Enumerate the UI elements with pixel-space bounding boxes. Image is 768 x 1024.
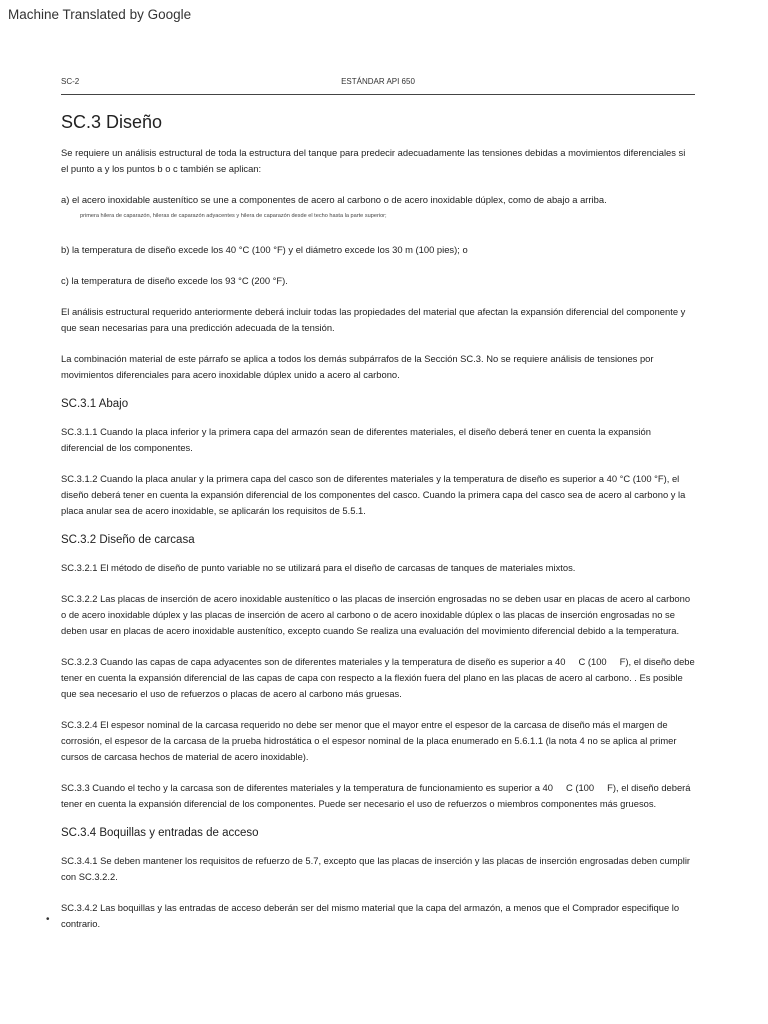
page-number: SC-2 (61, 77, 80, 86)
bullet-mark: • (46, 914, 50, 925)
subsection-heading-shell-design: SC.3.2 Diseño de carcasa (61, 534, 195, 546)
item-b: b) la temperatura de diseño excede los 40 °C (100 °F) y el diámetro excede los 30 m (100 pies); o (61, 244, 468, 255)
item-c: c) la temperatura de diseño excede los 93 °C (200 °F). (61, 275, 288, 286)
standard-name: ESTÁNDAR API 650 (341, 77, 415, 86)
subsection-heading-nozzles: SC.3.4 Boquillas y entradas de acceso (61, 827, 259, 839)
clause-sc-3-1-1: SC.3.1.1 Cuando la placa inferior y la primera capa del armazón sean de diferentes materiales, el diseño deberá tener en cuenta la expansión diferencial de los componentes. (61, 426, 651, 453)
clause-sc-3-2-1: SC.3.2.1 El método de diseño de punto variable no se utilizará para el diseño de carcasas de tanques de materiales mixtos. (61, 562, 576, 573)
clause-sc-3-4-2: SC.3.4.2 Las boquillas y las entradas de acceso deberán ser del mismo material que la capa del armazón, a menos que el Comprador especifique lo contrario. (61, 902, 680, 929)
clause-sc-3-2-4: SC.3.2.4 El espesor nominal de la carcasa requerido no debe ser menor que el mayor entre el espesor de la carcasa de diseño más el margen de corrosión, el espesor de la carcasa de la prueba hidrostática o el espesor nominal de la placa enumerado en 5.6.1.1 (la nota 4 no se aplica al primer cursos de carcasa hechos de material de acero inoxidable). (61, 719, 677, 762)
intro-paragraph: Se requiere un análisis estructural de toda la estructura del tanque para predecir adecuadamente las tensiones debidas a movimientos diferenciales si el punto a y los puntos b o c también se aplican: (61, 147, 686, 174)
analysis-paragraph: El análisis estructural requerido anteriormente deberá incluir todas las propiedades del material que afectan la expansión diferencial del componente y que sean necesarias para una predicción adecuada de la tensión. (61, 306, 686, 333)
clause-sc-3-1-2: SC.3.1.2 Cuando la placa anular y la primera capa del casco son de diferentes materiales y la temperatura de diseño es superior a 40 °C (100 °F), el diseño deberá tener en cuenta la expansión diferencial de los componentes del casco. Cuando la primera capa del casco sea de acero al carbono y la placa anular sea de acero inoxidable, se aplicarán los requisitos de 5.5.1. (61, 473, 686, 516)
clause-sc-3-4-1: SC.3.4.1 Se deben mantener los requisitos de refuerzo de 5.7, excepto que las placas de inserción y las placas de inserción engrosadas deben cumplir con SC.3.2.2. (61, 855, 691, 882)
subsection-heading-bottom: SC.3.1 Abajo (61, 398, 129, 410)
document-page (61, 60, 698, 947)
combination-paragraph: La combinación material de este párrafo se aplica a todos los demás subpárrafos de la Sección SC.3. No se requiere análisis de tensiones por movimientos diferenciales para acero inoxidable dúplex unido a acero al carbono. (61, 353, 654, 380)
clause-sc-3-2-3: SC.3.2.3 Cuando las capas de capa adyacentes son de diferentes materiales y la temperatura de diseño es superior a 40 C (100 F), el diseño debe tener en cuenta la expansión diferencial de las capas de capa con respecto a la flexión fuera del plano en las placas de acero al carbono. . Es posible que sea necesario el uso de refuerzos o placas de acero al carbono más gruesas. (61, 656, 698, 699)
clause-sc-3-2-2: SC.3.2.2 Las placas de inserción de acero inoxidable austenítico o las placas de inserción engrosadas no se deben usar en placas de acero al carbono o de acero inoxidable dúplex y las placas de inserción de acero al carbono o de acero inoxidable dúplex o las placas de inserción engrosadas no se deben usar en placas de acero inoxidable austenítico, excepto cuando Se realiza una evaluación del movimiento diferencial debido a la temperatura. (61, 593, 691, 636)
item-a: a) el acero inoxidable austenítico se une a componentes de acero al carbono o de acero inoxidable dúplex, como de abajo a arriba. (61, 194, 607, 205)
section-title: SC.3 Diseño (61, 112, 163, 132)
running-header (61, 60, 695, 95)
item-a-continuation: primera hilera de caparazón, hileras de caparazón adyacentes y hilera de caparazón desde el techo hasta la parte superior; (80, 213, 387, 219)
machine-translation-banner: Machine Translated by Google (8, 7, 192, 22)
clause-sc-3-3: SC.3.3 Cuando el techo y la carcasa son de diferentes materiales y la temperatura de funcionamiento es superior a 40 C (100 F), el diseño deberá tener en cuenta la expansión diferencial de los componentes. Puede ser necesario el uso de refuerzos o miembros componentes más gruesos. (61, 782, 694, 809)
